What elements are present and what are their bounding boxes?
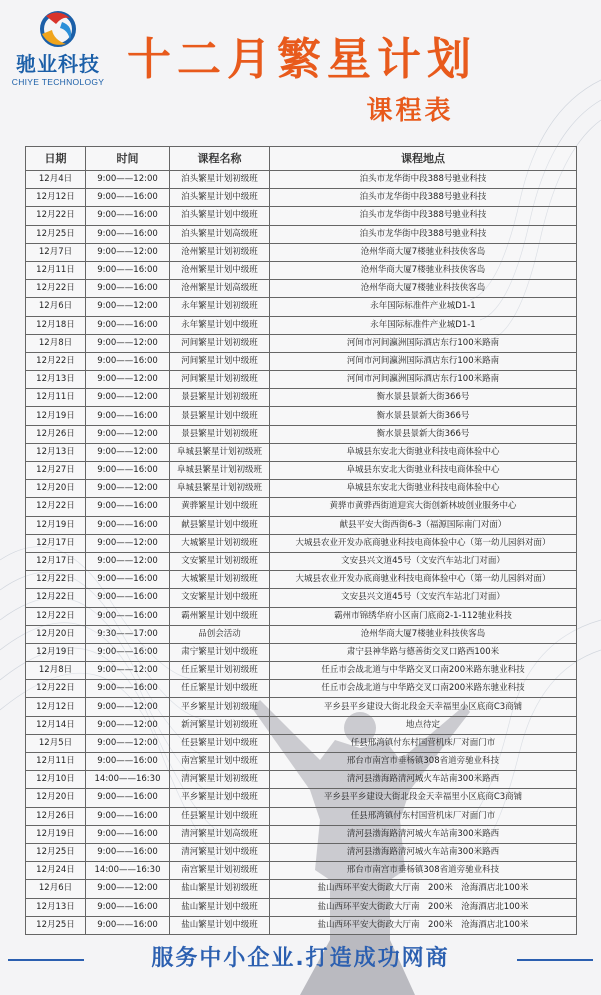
cell-date: 12月17日 <box>26 552 86 570</box>
cell-location: 沧州华商大厦7楼驰业科技侠客岛 <box>270 243 577 261</box>
table-row <box>26 407 577 425</box>
cell-time: 9:00——12:00 <box>86 552 170 570</box>
cell-course: 景县繁星计划中级班 <box>170 407 270 425</box>
cell-date: 12月26日 <box>26 425 86 443</box>
cell-time: 9:00——16:00 <box>86 571 170 589</box>
cell-course: 河间繁星计划初级班 <box>170 334 270 352</box>
cell-date: 12月8日 <box>26 334 86 352</box>
cell-location: 泊头市龙华街中段388号驰业科技 <box>270 225 577 243</box>
cell-date: 12月6日 <box>26 298 86 316</box>
cell-course: 泊头繁星计划中级班 <box>170 207 270 225</box>
cell-time: 9:30——17:00 <box>86 625 170 643</box>
cell-date: 12月17日 <box>26 534 86 552</box>
cell-location: 永年国际标准件产业城D1-1 <box>270 298 577 316</box>
cell-time: 9:00——16:00 <box>86 589 170 607</box>
cell-course: 品创会活动 <box>170 625 270 643</box>
cell-time: 9:00——16:00 <box>86 207 170 225</box>
column-header-date: 日期 <box>26 147 86 171</box>
cell-time: 9:00——12:00 <box>86 425 170 443</box>
table-row <box>26 371 577 389</box>
cell-course: 泊头繁星计划初级班 <box>170 171 270 189</box>
cell-time: 9:00——16:00 <box>86 807 170 825</box>
cell-course: 平乡繁星计划初级班 <box>170 698 270 716</box>
table-row <box>26 462 577 480</box>
cell-location: 霸州市锦绣华府小区南门底商2-1-112驰业科技 <box>270 607 577 625</box>
table-row <box>26 680 577 698</box>
cell-location: 清河县渤海路清河城火车站南300米路西 <box>270 843 577 861</box>
cell-location: 地点待定 <box>270 716 577 734</box>
cell-date: 12月19日 <box>26 516 86 534</box>
cell-location: 平乡县平乡建设大街北段金天幸福里小区底商C3商铺 <box>270 789 577 807</box>
cell-date: 12月4日 <box>26 171 86 189</box>
cell-time: 9:00——16:00 <box>86 789 170 807</box>
cell-date: 12月19日 <box>26 407 86 425</box>
table-row <box>26 243 577 261</box>
cell-course: 文安繁星计划中级班 <box>170 589 270 607</box>
table-row <box>26 825 577 843</box>
table-row <box>26 480 577 498</box>
cell-date: 12月22日 <box>26 207 86 225</box>
cell-date: 12月11日 <box>26 389 86 407</box>
cell-time: 9:00——12:00 <box>86 389 170 407</box>
table-row <box>26 734 577 752</box>
cell-location: 任县邢湾镇付东村国营机床厂对面门市 <box>270 734 577 752</box>
cell-course: 文安繁星计划初级班 <box>170 552 270 570</box>
cell-location: 河间市河间瀛洲国际酒店东行100米路南 <box>270 334 577 352</box>
cell-course: 阜城县繁星计划初级班 <box>170 443 270 461</box>
cell-date: 12月26日 <box>26 807 86 825</box>
cell-time: 9:00——16:00 <box>86 189 170 207</box>
table-row <box>26 261 577 279</box>
cell-date: 12月20日 <box>26 625 86 643</box>
cell-date: 12月14日 <box>26 716 86 734</box>
cell-course: 清河繁星计划初级班 <box>170 771 270 789</box>
cell-location: 沧州华商大厦7楼驰业科技侠客岛 <box>270 261 577 279</box>
cell-course: 盐山繁星计划初级班 <box>170 880 270 898</box>
cell-date: 12月22日 <box>26 680 86 698</box>
cell-course: 黄骅繁星计划中级班 <box>170 498 270 516</box>
cell-location: 盐山西环平安大街政大厅南 200米 沧海酒店北100米 <box>270 898 577 916</box>
table-row <box>26 898 577 916</box>
brand-logo-icon <box>36 8 80 50</box>
cell-date: 12月18日 <box>26 316 86 334</box>
cell-time: 9:00——16:00 <box>86 753 170 771</box>
cell-location: 任县邢湾镇付东村国营机床厂对面门市 <box>270 807 577 825</box>
table-row <box>26 662 577 680</box>
cell-time: 9:00——16:00 <box>86 916 170 934</box>
cell-course: 景县繁星计划初级班 <box>170 425 270 443</box>
cell-course: 新河繁星计划初级班 <box>170 716 270 734</box>
cell-course: 沧州繁星计划初级班 <box>170 243 270 261</box>
table-row <box>26 189 577 207</box>
cell-time: 9:00——16:00 <box>86 898 170 916</box>
cell-course: 南宫繁星计划中级班 <box>170 753 270 771</box>
cell-course: 大城繁星计划初级班 <box>170 571 270 589</box>
table-row <box>26 843 577 861</box>
brand-logo <box>8 8 108 87</box>
cell-date: 12月22日 <box>26 571 86 589</box>
cell-location: 沧州华商大厦7楼驰业科技侠客岛 <box>270 280 577 298</box>
page-title: 十二月繁星计划 <box>127 34 477 85</box>
table-row <box>26 589 577 607</box>
cell-course: 永年繁星计划初级班 <box>170 298 270 316</box>
cell-location: 泊头市龙华街中段388号驰业科技 <box>270 189 577 207</box>
cell-course: 任丘繁星计划中级班 <box>170 680 270 698</box>
table-row <box>26 698 577 716</box>
cell-course: 平乡繁星计划中级班 <box>170 789 270 807</box>
table-row <box>26 516 577 534</box>
cell-date: 12月13日 <box>26 898 86 916</box>
cell-time: 9:00——16:00 <box>86 607 170 625</box>
cell-date: 12月22日 <box>26 498 86 516</box>
table-row <box>26 534 577 552</box>
cell-location: 河间市河间瀛洲国际酒店东行100米路南 <box>270 371 577 389</box>
cell-date: 12月22日 <box>26 352 86 370</box>
cell-time: 9:00——16:00 <box>86 498 170 516</box>
cell-time: 9:00——12:00 <box>86 734 170 752</box>
table-row <box>26 171 577 189</box>
table-row <box>26 334 577 352</box>
cell-time: 9:00——12:00 <box>86 334 170 352</box>
cell-date: 12月8日 <box>26 662 86 680</box>
brand-name-cn: 驰业科技 <box>16 52 100 76</box>
page-subtitle: 课程表 <box>366 96 454 126</box>
cell-location: 盐山西环平安大街政大厅南 200米 沧海酒店北100米 <box>270 880 577 898</box>
cell-date: 12月22日 <box>26 280 86 298</box>
cell-location: 献县平安大街西街6-3（福源国际南门对面） <box>270 516 577 534</box>
cell-location: 泊头市龙华街中段388号驰业科技 <box>270 171 577 189</box>
cell-time: 9:00——16:00 <box>86 462 170 480</box>
cell-time: 9:00——12:00 <box>86 371 170 389</box>
table-row <box>26 607 577 625</box>
cell-date: 12月10日 <box>26 771 86 789</box>
cell-location: 任丘市会战北道与中华路交叉口南200米路东驰业科技 <box>270 662 577 680</box>
table-row <box>26 807 577 825</box>
cell-date: 12月20日 <box>26 789 86 807</box>
cell-date: 12月11日 <box>26 261 86 279</box>
cell-date: 12月12日 <box>26 698 86 716</box>
cell-date: 12月5日 <box>26 734 86 752</box>
cell-time: 9:00——16:00 <box>86 352 170 370</box>
cell-time: 9:00——12:00 <box>86 716 170 734</box>
cell-course: 景县繁星计划初级班 <box>170 389 270 407</box>
cell-course: 清河繁星计划中级班 <box>170 843 270 861</box>
table-row <box>26 425 577 443</box>
cell-location: 阜城县东安北大街驰业科技电商体验中心 <box>270 480 577 498</box>
cell-time: 9:00——16:00 <box>86 825 170 843</box>
table-row <box>26 771 577 789</box>
cell-course: 阜城县繁星计划初级班 <box>170 462 270 480</box>
cell-date: 12月20日 <box>26 480 86 498</box>
cell-course: 任县繁星计划中级班 <box>170 734 270 752</box>
cell-location: 肃宁县神华路与德善街交叉口路西100米 <box>270 643 577 661</box>
cell-time: 9:00——12:00 <box>86 880 170 898</box>
cell-course: 南宫繁星计划初级班 <box>170 862 270 880</box>
table-row <box>26 552 577 570</box>
cell-course: 盐山繁星计划中级班 <box>170 916 270 934</box>
footer-line-left <box>8 959 84 961</box>
cell-date: 12月25日 <box>26 843 86 861</box>
table-row <box>26 280 577 298</box>
table-row <box>26 225 577 243</box>
cell-time: 9:00——16:00 <box>86 843 170 861</box>
cell-time: 9:00——16:00 <box>86 316 170 334</box>
cell-time: 9:00——16:00 <box>86 643 170 661</box>
cell-time: 9:00——12:00 <box>86 662 170 680</box>
cell-date: 12月24日 <box>26 862 86 880</box>
cell-location: 衡水景县景新大街366号 <box>270 407 577 425</box>
cell-location: 任丘市会战北道与中华路交叉口南200米路东驰业科技 <box>270 680 577 698</box>
cell-date: 12月19日 <box>26 825 86 843</box>
cell-course: 泊头繁星计划高级班 <box>170 225 270 243</box>
footer-banner <box>0 944 601 974</box>
cell-date: 12月13日 <box>26 371 86 389</box>
schedule-table <box>25 146 577 935</box>
cell-location: 平乡县平乡建设大街北段金天幸福里小区底商C3商铺 <box>270 698 577 716</box>
cell-time: 9:00——16:00 <box>86 225 170 243</box>
cell-course: 肃宁繁星计划中级班 <box>170 643 270 661</box>
cell-date: 12月12日 <box>26 189 86 207</box>
cell-date: 12月7日 <box>26 243 86 261</box>
table-row <box>26 207 577 225</box>
table-row <box>26 443 577 461</box>
cell-course: 大城繁星计划初级班 <box>170 534 270 552</box>
cell-time: 9:00——16:00 <box>86 516 170 534</box>
cell-course: 泊头繁星计划中级班 <box>170 189 270 207</box>
cell-location: 沧州华商大厦7楼驰业科技侠客岛 <box>270 625 577 643</box>
cell-location: 衡水景县景新大街366号 <box>270 389 577 407</box>
cell-location: 邢台市南宫市垂杨镇308省道旁驰业科技 <box>270 862 577 880</box>
footer-slogan: 服务中小企业.打造成功网商 <box>151 946 450 971</box>
cell-time: 9:00——12:00 <box>86 171 170 189</box>
cell-course: 河间繁星计划中级班 <box>170 352 270 370</box>
cell-date: 12月25日 <box>26 916 86 934</box>
cell-location: 河间市河间瀛洲国际酒店东行100米路南 <box>270 352 577 370</box>
cell-time: 9:00——16:00 <box>86 261 170 279</box>
cell-course: 献县繁星计划中级班 <box>170 516 270 534</box>
table-row <box>26 389 577 407</box>
cell-course: 盐山繁星计划中级班 <box>170 898 270 916</box>
cell-course: 沧州繁星计划中级班 <box>170 261 270 279</box>
table-row <box>26 862 577 880</box>
cell-location: 文安县兴文道45号（文安汽车站北门对面） <box>270 552 577 570</box>
cell-course: 任县繁星计划中级班 <box>170 807 270 825</box>
cell-date: 12月13日 <box>26 443 86 461</box>
cell-location: 黄骅市黄骅西街道迎宾大街创新林坡创业服务中心 <box>270 498 577 516</box>
column-header-time: 时间 <box>86 147 170 171</box>
cell-date: 12月27日 <box>26 462 86 480</box>
table-row <box>26 880 577 898</box>
table-row <box>26 716 577 734</box>
table-row <box>26 298 577 316</box>
cell-course: 永年繁星计划中级班 <box>170 316 270 334</box>
cell-time: 9:00——12:00 <box>86 243 170 261</box>
cell-date: 12月11日 <box>26 753 86 771</box>
cell-course: 阜城县繁星计划初级班 <box>170 480 270 498</box>
cell-course: 沧州繁星计划高级班 <box>170 280 270 298</box>
cell-course: 清河繁星计划高级班 <box>170 825 270 843</box>
column-header-location: 课程地点 <box>270 147 577 171</box>
cell-location: 大城县农业开发办底商驰业科技电商体验中心（第一幼儿园斜对面） <box>270 571 577 589</box>
cell-time: 9:00——16:00 <box>86 407 170 425</box>
table-row <box>26 625 577 643</box>
table-row <box>26 352 577 370</box>
cell-date: 12月19日 <box>26 643 86 661</box>
cell-location: 大城县农业开发办底商驰业科技电商体验中心（第一幼儿园斜对面） <box>270 534 577 552</box>
table-header-row <box>26 147 577 171</box>
cell-time: 9:00——12:00 <box>86 534 170 552</box>
cell-location: 阜城县东安北大街驰业科技电商体验中心 <box>270 462 577 480</box>
footer-line-right <box>517 959 593 961</box>
cell-location: 清河县渤海路清河城火车站南300米路西 <box>270 771 577 789</box>
table-row <box>26 789 577 807</box>
cell-date: 12月25日 <box>26 225 86 243</box>
column-header-course: 课程名称 <box>170 147 270 171</box>
cell-time: 9:00——12:00 <box>86 698 170 716</box>
cell-course: 河间繁星计划初级班 <box>170 371 270 389</box>
schedule-body <box>26 171 577 935</box>
cell-time: 9:00——12:00 <box>86 480 170 498</box>
cell-time: 14:00——16:30 <box>86 771 170 789</box>
cell-location: 盐山西环平安大街政大厅南 200米 沧海酒店北100米 <box>270 916 577 934</box>
cell-location: 衡水景县景新大街366号 <box>270 425 577 443</box>
cell-location: 邢台市南宫市垂杨镇308省道旁驰业科技 <box>270 753 577 771</box>
cell-location: 清河县渤海路清河城火车站南300米路西 <box>270 825 577 843</box>
table-row <box>26 498 577 516</box>
brand-name-en: CHIYE TECHNOLOGY <box>11 77 105 87</box>
cell-location: 永年国际标准件产业城D1-1 <box>270 316 577 334</box>
cell-time: 9:00——12:00 <box>86 443 170 461</box>
cell-course: 霸州繁星计划中级班 <box>170 607 270 625</box>
cell-location: 阜城县东安北大街驰业科技电商体验中心 <box>270 443 577 461</box>
cell-time: 9:00——16:00 <box>86 280 170 298</box>
table-row <box>26 753 577 771</box>
table-row <box>26 316 577 334</box>
cell-course: 任丘繁星计划初级班 <box>170 662 270 680</box>
cell-location: 泊头市龙华街中段388号驰业科技 <box>270 207 577 225</box>
table-row <box>26 643 577 661</box>
table-row <box>26 916 577 934</box>
cell-time: 9:00——16:00 <box>86 680 170 698</box>
cell-date: 12月6日 <box>26 880 86 898</box>
cell-date: 12月22日 <box>26 607 86 625</box>
page-header <box>0 0 601 140</box>
table-row <box>26 571 577 589</box>
cell-time: 14:00——16:30 <box>86 862 170 880</box>
cell-location: 文安县兴文道45号（文安汽车站北门对面） <box>270 589 577 607</box>
cell-time: 9:00——12:00 <box>86 298 170 316</box>
cell-date: 12月22日 <box>26 589 86 607</box>
